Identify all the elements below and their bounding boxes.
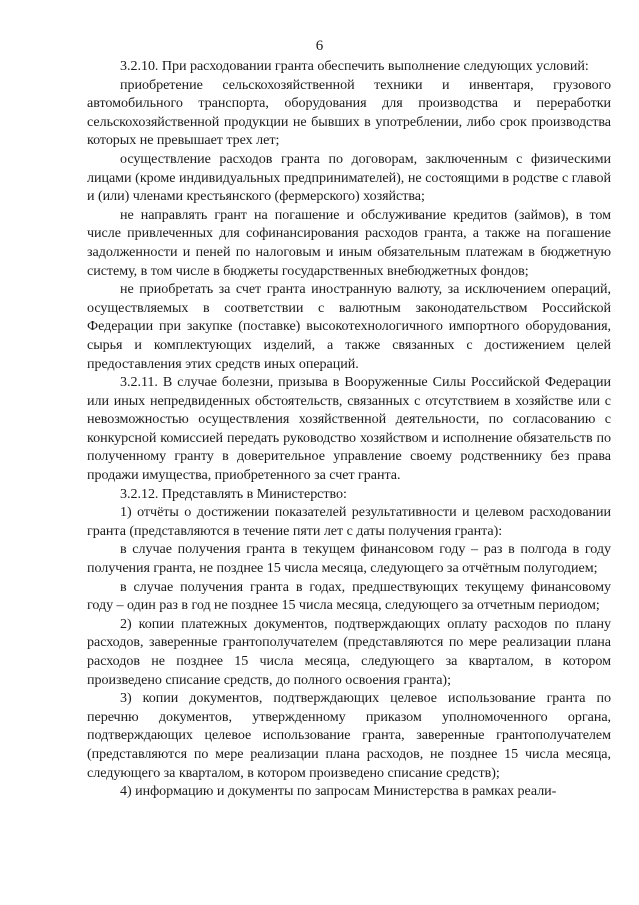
- paragraph-current-year: в случае получения гранта в текущем финансовом году – раз в полгода в году получения гранта, не позднее 15 числа месяца, следующего за отчётным полугодием;: [87, 541, 611, 577]
- paragraph-3-2-12: 3.2.12. Представлять в Министерство:: [120, 485, 347, 502]
- paragraph-3-2-10: 3.2.10. При расходовании гранта обеспечить выполнение следующих условий:: [120, 58, 589, 74]
- paragraph-previous-years: в случае получения гранта в годах, предшествующих текущему финансовому году – один раз в год не позднее 15 числа месяца, следующего за отчетным периодом;: [87, 578, 611, 614]
- paragraph-contracts: осуществление расходов гранта по договорам, заключенным с физическими лицами (кроме индивидуальных предпринимателей), не состоящими в родстве с главой и (или) членами крестьянского (фермерского) хозяйства;: [87, 150, 611, 205]
- paragraph-3-2-11: 3.2.11. В случае болезни, призыва в Вооруженные Силы Российской Федерации или иных непредвиденных обстоятельств, связанных с отсутствием в хозяйстве или с невозможностью осуществления хозяйственной деятельности, по согласованию с конкурсной комиссией передать руководство хозяйством и исполнение обязательств по полученному гранту в доверительное управление своему родственнику без права продажи имущества, приобретенного за счет гранта.: [87, 374, 611, 484]
- paragraph-target-use-docs: 3) копии документов, подтверждающих целевое использование гранта по перечню документов, утвержденному приказом уполномоченного органа, подтверждающих целевое использование гранта, заверенные грантополучателем (представляются по мере реализации плана расходов, не позднее 15 числа месяца, следующего за кварталом, в котором произведено списание средств);: [87, 690, 611, 781]
- paragraph-equipment-purchase: приобретение сельскохозяйственной техники и инвентаря, грузового автомобильного транспорта, оборудования для производства и переработки сельскохозяйственной продукции не бывших в употреблении, либо срок производства которых не превышает трех лет;: [87, 76, 611, 149]
- paragraph-currency: не приобретать за счет гранта иностранную валюту, за исключением операций, осуществляемых в соответствии с валютным законодательством Российской Федерации при закупке (поставке) высокотехнологичного импортного оборудования, сырья и комплектующих изделий, а также связанных с достижением целей предоставления этих средств иных операций.: [87, 281, 611, 372]
- paragraph-information: 4) информацию и документы по запросам Министерства в рамках реали-: [120, 783, 557, 800]
- paragraph-reports: 1) отчёты о достижении показателей результативности и целевом расходовании гранта (представляются в течение пяти лет с даты получения гранта):: [87, 504, 611, 539]
- paragraph-payment-docs: 2) копии платежных документов, подтверждающих оплату расходов по плану расходов, заверенные грантополучателем (представляются по мере реализации плана расходов не позднее 15 числа месяца, следующего за кварталом, в котором произведено списание средств, до полного освоения гранта);: [87, 615, 611, 688]
- paragraph-loans: не направлять грант на погашение и обслуживание кредитов (займов), в том числе привлеченных для софинансирования расходов гранта, а также на погашение задолженности и пеней по налоговым и иным обязательным платежам в бюджетную систему, в том числе в бюджеты государственных внебюджетных фондов;: [87, 206, 611, 279]
- document-body: [87, 57, 611, 801]
- page-number: 6: [315, 38, 324, 54]
